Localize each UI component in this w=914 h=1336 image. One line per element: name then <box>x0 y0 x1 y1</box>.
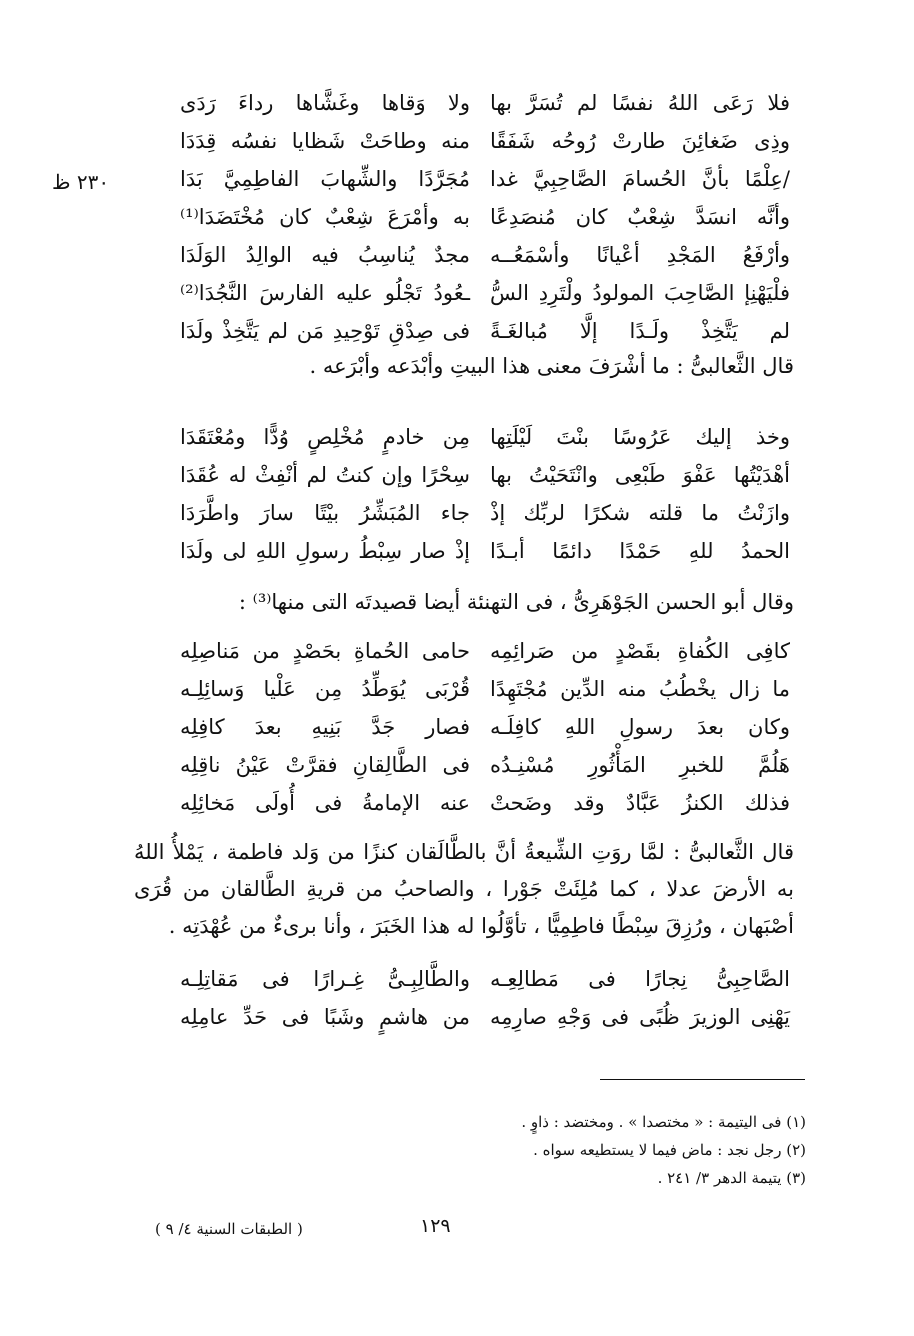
poem-block-4 <box>150 960 790 1036</box>
margin-folio-note: ٢٣٠ ظ <box>52 170 110 194</box>
verse-first-hemistich: وأرْفَعُ المَجْدِ أعْيانًا وأسْمَعُــه <box>490 243 790 267</box>
verse <box>150 274 790 312</box>
verse-second-hemistich: إذْ صار سِبْطُ رسولِ اللهِ لى ولَدَا <box>180 539 470 563</box>
prose-paragraph: قال الثَّعالبىُّ : لمَّا روَتِ الشِّيعةُ أنَّ بالطَّالَقان كنزًا من وَلد فاطمة ، يَمْلأُ اللهُ به الأرضَ عدلا ، كما مُلِئَتْ جَوْرا ، والصاحبُ من قريةِ الطَّالقان من قُرَى أصْبَهان ، ورُزِقَ سِبْطًا فاطِمِيًّا ، تأوَّلُوا له هذا الخَبَرَ ، وأنا برىءٌ من عُهْدَتِه . <box>134 840 794 938</box>
verse-second-hemistich: فى الطَّالِقانِ فقرَّتْ عَيْنُ ناقِلِه <box>180 753 470 777</box>
verse-first-hemistich: وذِى ضَغائِنَ طارتْ رُوحُه شَفَقًا <box>490 129 790 153</box>
verse-first-hemistich: أهْدَيْتُها عَفْوَ طَبْعِى وانْتَحَيْتُ بها <box>490 463 790 487</box>
verse-second-hemistich: سِحْرًا وإن كنتُ لم أنْفِثْ له عُقَدَا <box>180 463 470 487</box>
verse <box>150 122 790 160</box>
verse-first-hemistich: كافِى الكُفاةِ بقَصْدٍ من صَرائِمِه <box>490 639 790 663</box>
verse-second-hemistich: ـعُودُ تَجْلُو عليه الفارسَ النَّجُدَا⁽²⁾ <box>180 281 470 305</box>
verse <box>150 670 790 708</box>
verse-first-hemistich: وخذ إليك عَرُوسًا بنْتَ لَيْلَتِها <box>490 425 790 449</box>
poem-block-3 <box>150 632 790 822</box>
verse <box>150 418 790 456</box>
verse-first-hemistich: فذلك الكنزُ عَبَّادٌ وقد وضَحتْ <box>490 791 790 815</box>
verse-second-hemistich: به وأمْرَعَ شِعْبٌ كان مُخْتَضَدَا⁽¹⁾ <box>180 205 470 229</box>
footnote: (١) فى اليتيمة : « مختصدا » . ومختضد : ذاوٍ . <box>521 1113 806 1131</box>
verse-first-hemistich: لم يَتَّخِذْ ولَـدًا إلَّا مُبالغَـةً <box>490 319 790 343</box>
verse <box>150 998 790 1036</box>
verse-second-hemistich: فصار جَدَّ بَنِيهِ بعدَ كافِلِه <box>180 715 470 739</box>
verse-second-hemistich: من هاشمٍ وشَبًا فى حَدِّ عامِلِه <box>180 1005 470 1029</box>
verse-second-hemistich: ولا وَقاها وغَشَّاها رداءَ رَدَى <box>180 91 470 115</box>
poem-block-2 <box>150 418 790 570</box>
footnote-divider <box>600 1079 805 1080</box>
verse-second-hemistich: عنه الإمامةُ فى أُولَى مَخائِلِه <box>180 791 470 815</box>
verse-second-hemistich: فى صِدْقِ تَوْحِيدِ مَن لم يَتَّخِذْ ولَدَا <box>180 319 470 343</box>
verse-second-hemistich: مُجَرَّدًا والشِّهابَ الفاطِمِيَّ بَدَا <box>180 167 470 191</box>
verse-first-hemistich: يَهْنِى الوزيرَ ظُبًى فى وَجْهِ صارِمِه <box>490 1005 790 1029</box>
verse <box>150 494 790 532</box>
verse-second-hemistich: والطَّالِبِـىُّ غِـرارًا فى مَقاتِلِـه <box>180 967 470 991</box>
verse <box>150 960 790 998</box>
verse-first-hemistich: هَلُمَّ للخبرِ المَأْثُورِ مُسْنِـدُه <box>490 753 790 777</box>
verse <box>150 160 790 198</box>
verse-first-hemistich: وازَنْتُ ما قلته شكرًا لربِّك إذْ <box>490 501 790 525</box>
footnote: (٣) يتيمة الدهر ٣/ ٢٤١ . <box>657 1169 806 1187</box>
verse-second-hemistich: حامى الحُماةِ بحَصْدٍ من مَناصِلِه <box>180 639 470 663</box>
footnote: (٢) رجل نجد : ماض فيما لا يستطيعه سواه . <box>533 1141 806 1159</box>
verse <box>150 312 790 350</box>
verse <box>150 532 790 570</box>
page-number: ١٢٩ <box>420 1215 451 1237</box>
verse-first-hemistich: وأنَّه انسَدَّ شِعْبٌ كان مُنصَدِعًا <box>490 205 790 229</box>
verse <box>150 456 790 494</box>
verse-second-hemistich: منه وطاحَتْ شَظايا نفسُه قِدَدَا <box>180 129 470 153</box>
verse <box>150 632 790 670</box>
verse-second-hemistich: مِن خادمٍ مُخْلِصٍ وُدًّا ومُعْتَقَدَا <box>180 425 470 449</box>
verse-second-hemistich: قُرْبَى يُوَطِّدُ مِن عَلْيا وَسائِلِـه <box>180 677 470 701</box>
verse <box>150 198 790 236</box>
verse-first-hemistich: الحمدُ للهِ حَمْدًا دائمًا أبـدًا <box>490 539 790 563</box>
verse <box>150 236 790 274</box>
verse <box>150 708 790 746</box>
verse-first-hemistich: ما زال يخْطُبُ منه الدِّين مُجْتَهِدًا <box>490 677 790 701</box>
verse <box>150 784 790 822</box>
verse-first-hemistich: فلْيَهْنِإ الصَّاحِبَ المولودُ ولْتَرِدِ السُّ <box>490 281 790 305</box>
verse-second-hemistich: جاء المُبَشِّرُ بيْتًا سارَ واطَّرَدَا <box>180 501 470 525</box>
verse-first-hemistich: وكان بعدَ رسولِ اللهِ كافِلَـه <box>490 715 790 739</box>
prose-paragraph: قال الثَّعالبىُّ : ما أشْرَفَ معنى هذا البيتِ وأبْدَعه وأبْرَعه . <box>309 354 794 378</box>
prose-paragraph: وقال أبو الحسن الجَوْهَرِىُّ ، فى التهنئة أيضا قصيدتَه التى منها⁽³⁾ : <box>238 590 794 614</box>
verse-second-hemistich: مجدٌ يُناسِبُ فيه الوالِدُ الوَلَدَا <box>180 243 470 267</box>
verse <box>150 84 790 122</box>
printer-signature: ( الطبقات السنية ٤/ ٩ ) <box>155 1220 303 1238</box>
verse <box>150 746 790 784</box>
verse-first-hemistich: /عِلْمًا بأنَّ الحُسامَ الصَّاحِبِيَّ غدا <box>490 167 790 191</box>
verse-first-hemistich: فلا رَعَى اللهُ نفسًا لم تُسَرَّ بها <box>490 91 790 115</box>
poem-block-1 <box>150 84 790 350</box>
footnotes <box>306 1108 806 1192</box>
verse-first-hemistich: الصَّاحِبِىُّ نِجارًا فى مَطالِعِـه <box>490 967 790 991</box>
